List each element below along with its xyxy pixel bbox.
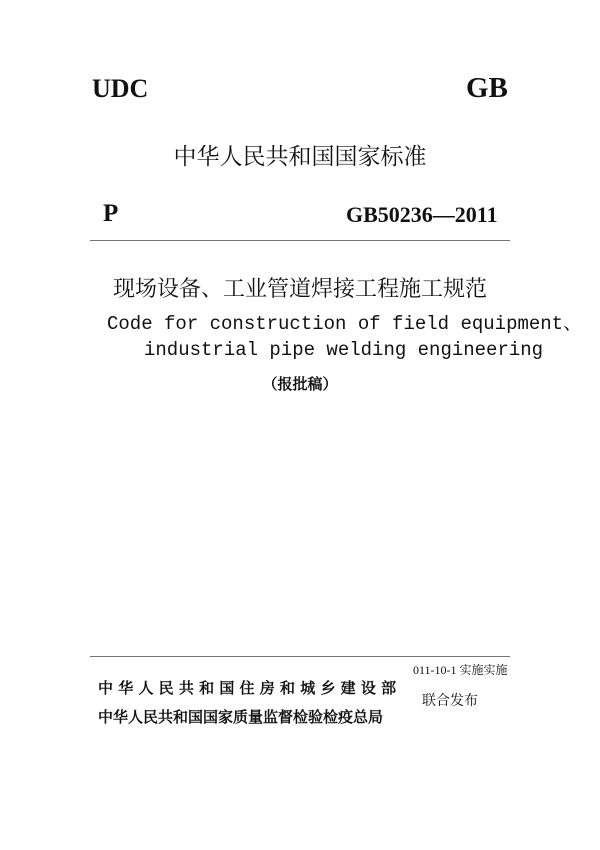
standard-number: GB50236—2011 [346, 202, 498, 227]
effective-date: 011-10-1 实施实施 [413, 663, 508, 677]
draft-status: （报批稿） [262, 375, 338, 393]
joint-release: 联合发布 [422, 693, 478, 709]
title-english-line1: Code for construction of field equipment、 [107, 313, 583, 335]
title-chinese: 现场设备、工业管道焊接工程施工规范 [112, 277, 487, 302]
gb-label: GB [466, 72, 508, 104]
title-english-line2: industrial pipe welding engineering [144, 339, 544, 361]
national-standard-heading: 中华人民共和国国家标准 [173, 144, 427, 170]
category-code: P [103, 200, 119, 227]
bottom-divider [90, 656, 510, 657]
issuer-ministry-housing: 中 华 人 民 共 和 国 住 房 和 城 乡 建 设 部 [98, 679, 397, 697]
issuer-aqsiq: 中华人民共和国国家质量监督检验检疫总局 [98, 708, 384, 726]
udc-label: UDC [92, 74, 149, 103]
top-divider [90, 240, 510, 241]
